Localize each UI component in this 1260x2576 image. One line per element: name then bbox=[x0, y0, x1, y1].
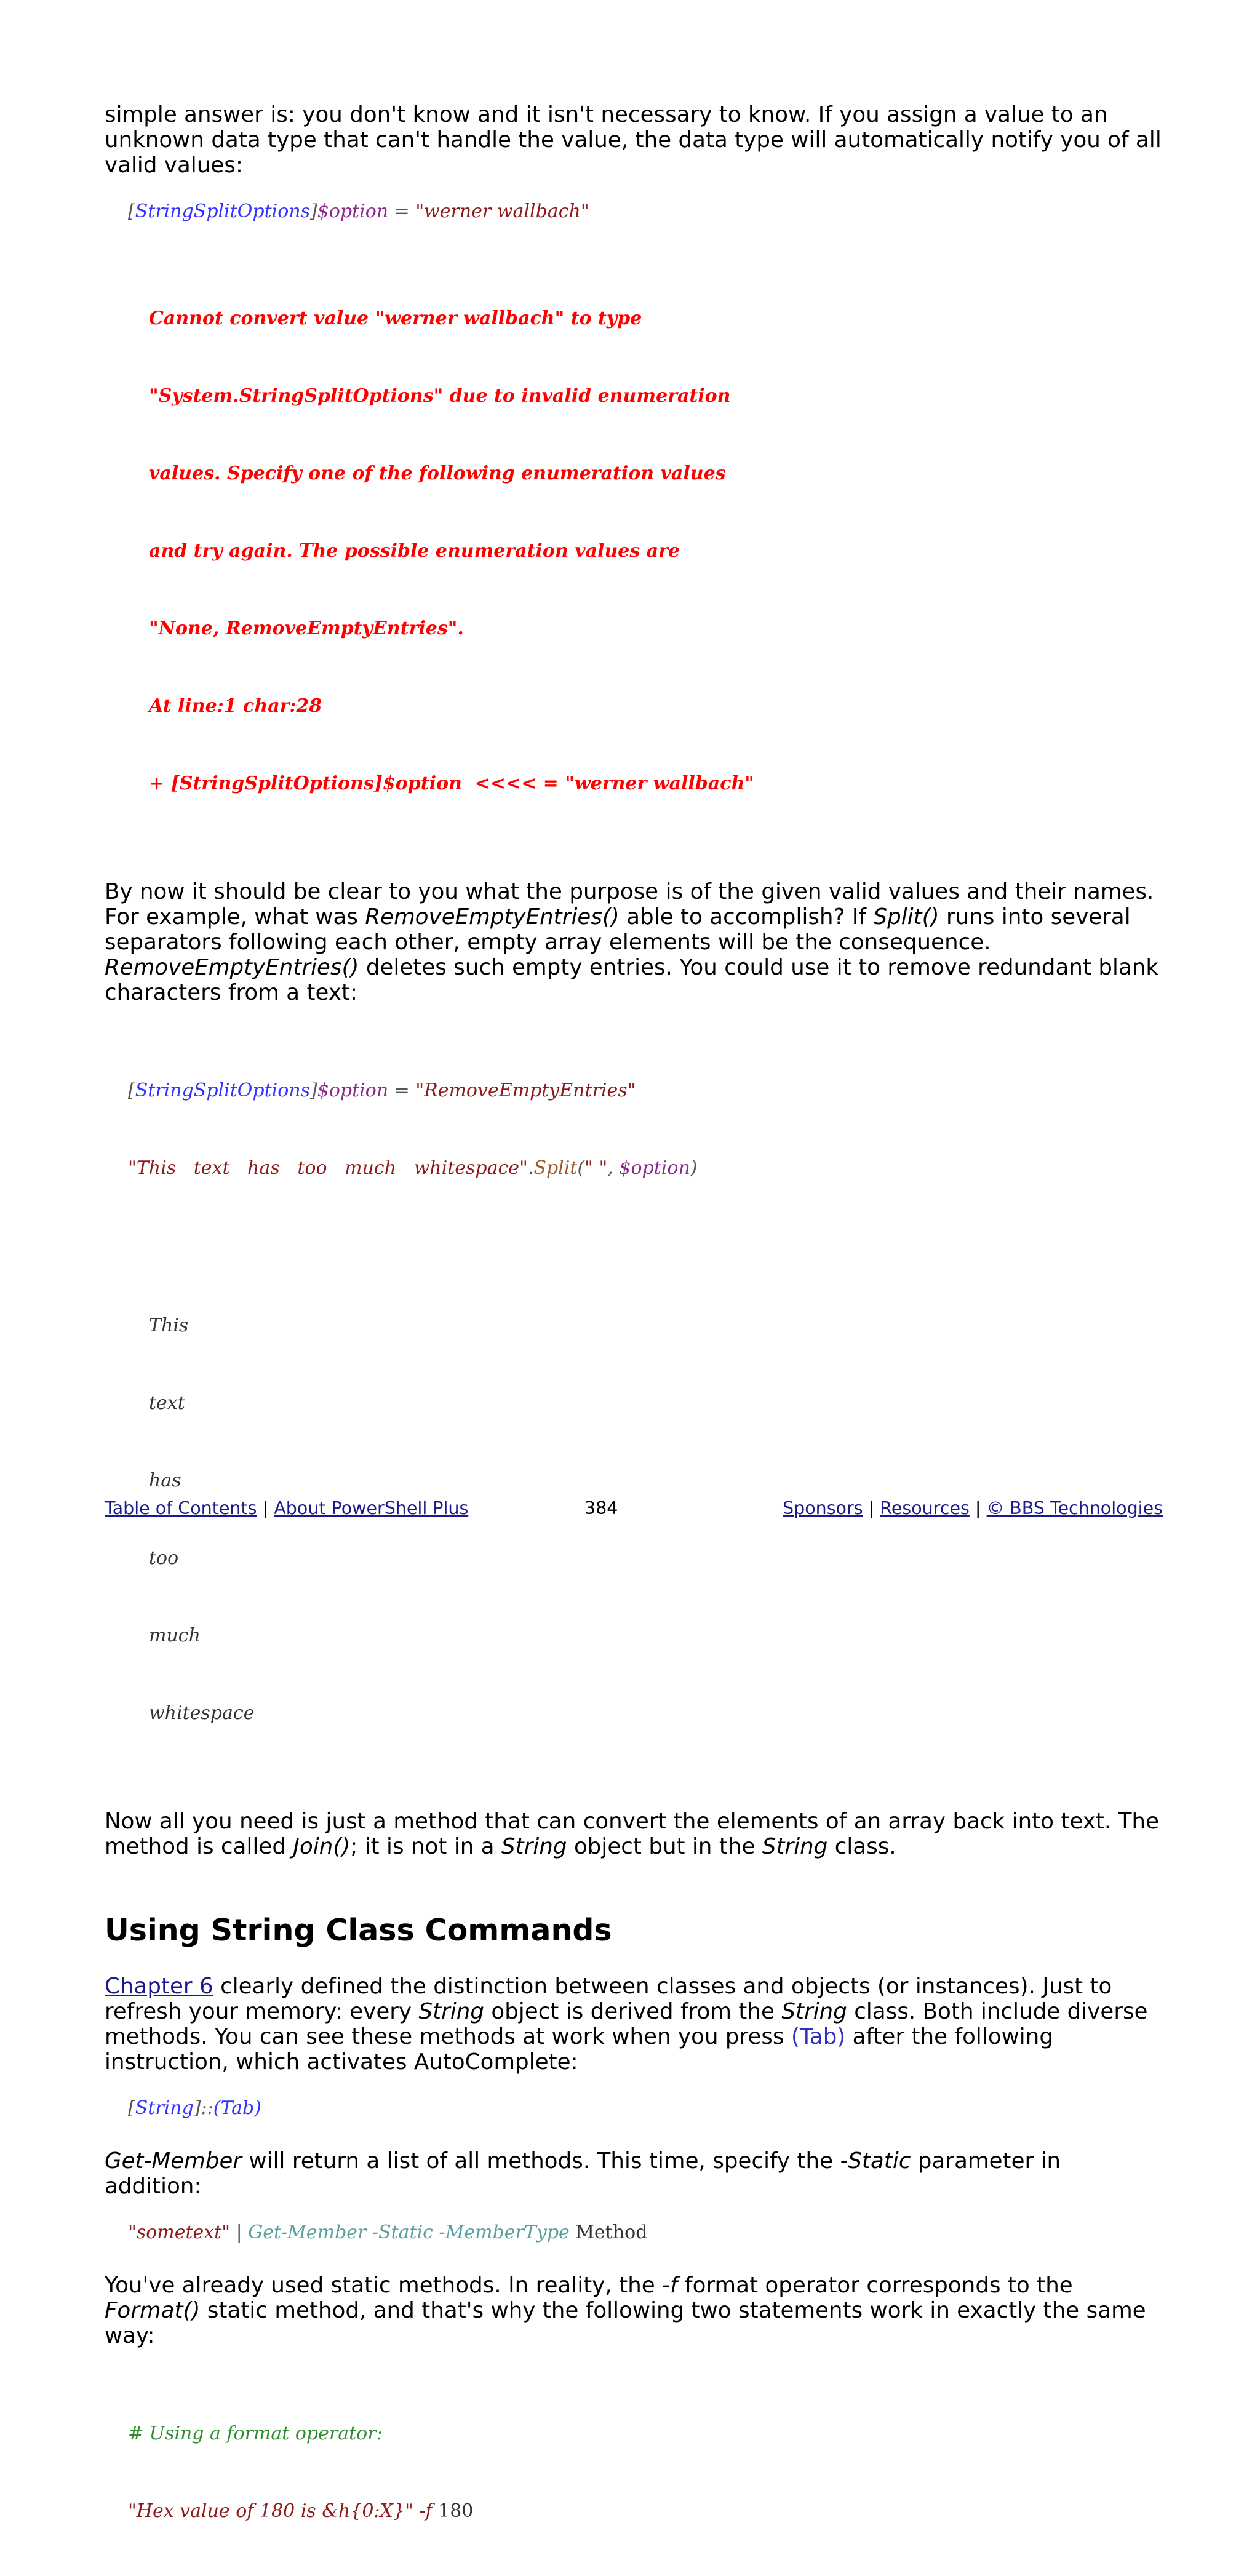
code-token: " " bbox=[584, 1157, 608, 1179]
error-line: "None, RemoveEmptyEntries". bbox=[149, 618, 464, 639]
code-token: StringSplitOptions bbox=[135, 201, 311, 222]
text-run-italic: Get-Member bbox=[105, 2148, 242, 2174]
code-token: ] bbox=[193, 2097, 201, 2119]
text-run-italic: Join() bbox=[293, 1834, 351, 1859]
footer-separator: | bbox=[863, 1498, 880, 1518]
code-token: | bbox=[230, 2222, 249, 2243]
text-run-italic: RemoveEmptyEntries() bbox=[105, 955, 359, 980]
footer-right-links bbox=[783, 1496, 1163, 1521]
text-run-italic: String bbox=[501, 1834, 567, 1859]
code-token: "Hex value of 180 is &h{0:X}" bbox=[128, 2500, 413, 2522]
footer-separator: | bbox=[257, 1498, 274, 1518]
output-line: has bbox=[149, 1470, 181, 1491]
code-token: (Tab) bbox=[213, 2097, 261, 2119]
text-run-italic: -f bbox=[662, 2273, 678, 2298]
code-token: :: bbox=[201, 2097, 213, 2119]
text-run: after the following instruction, which activates AutoComplete: bbox=[105, 2024, 1053, 2075]
paragraph-classes-objects bbox=[105, 1974, 1163, 2075]
text-run-italic: String bbox=[418, 1999, 485, 2024]
code-token: $option bbox=[619, 1157, 690, 1179]
text-run-italic: -Static bbox=[840, 2148, 911, 2174]
text-run: You've already used static methods. In reality, the bbox=[105, 2273, 663, 2298]
code-token: "This text has too much whitespace" bbox=[128, 1157, 528, 1179]
text-run: By now it should be clear to you what the purpose is of the given valid values and their names. For example, what was bbox=[105, 879, 1154, 930]
error-line: values. Specify one of the following enumeration values bbox=[149, 463, 726, 484]
code-token: ) bbox=[690, 1157, 698, 1179]
code-line bbox=[128, 2498, 1163, 2524]
output-line: This bbox=[149, 1315, 189, 1336]
code-token: Split bbox=[533, 1157, 578, 1179]
footer-left-links bbox=[105, 1496, 468, 1521]
code-line bbox=[128, 1078, 1163, 1104]
output-line: whitespace bbox=[149, 1702, 255, 1724]
text-run: deletes such empty entries. You could use it to remove redundant blank characters from a text: bbox=[105, 955, 1159, 1005]
code-token: $option bbox=[317, 201, 389, 222]
code-block-string-tab bbox=[128, 2095, 1163, 2121]
paragraph-static-methods bbox=[105, 2273, 1163, 2348]
text-run-italic: Format() bbox=[105, 2298, 201, 2323]
code-token: -f bbox=[413, 2500, 433, 2522]
text-run-italic: String bbox=[762, 1834, 828, 1859]
code-token: = bbox=[388, 201, 416, 222]
page-number: 384 bbox=[584, 1498, 618, 1518]
text-run-italic: Split() bbox=[873, 904, 939, 930]
paragraph-remove-empty-entries bbox=[105, 879, 1163, 1005]
code-token: ( bbox=[577, 1157, 585, 1179]
code-block-format bbox=[128, 2369, 1163, 2576]
code-token: Get-Member -Static -MemberType bbox=[248, 2222, 570, 2243]
error-line: At line:1 char:28 bbox=[149, 695, 322, 717]
code-block-split bbox=[128, 1026, 1163, 1233]
text-run: clearly defined the distinction between classes and objects (or instances). Just to refresh your memory: every bbox=[105, 1974, 1112, 2024]
code-comment-line: # Using a format operator: bbox=[128, 2423, 383, 2444]
code-token: = bbox=[388, 1080, 416, 1101]
error-line: Cannot convert value "werner wallbach" to type bbox=[149, 308, 642, 329]
table-of-contents-link[interactable]: Table of Contents bbox=[105, 1498, 257, 1518]
code-line bbox=[128, 1155, 1163, 1181]
code-token: [ bbox=[128, 1080, 135, 1101]
paragraph-intro: simple answer is: you don't know and it isn't necessary to know. If you assign a value to an unknown data type that can't handle the value, the data type will automatically notify you of all valid values: bbox=[105, 102, 1162, 178]
code-token: ] bbox=[310, 201, 317, 222]
text-run: Now all you need is just a method that can convert the elements of an array back into text. The method is called bbox=[105, 1809, 1160, 1859]
text-run: object is derived from the bbox=[484, 1999, 782, 2024]
sponsors-link[interactable]: Sponsors bbox=[783, 1498, 863, 1518]
code-token: StringSplitOptions bbox=[135, 1080, 311, 1101]
code-token: Method bbox=[569, 2222, 648, 2243]
text-run: parameter in addition: bbox=[105, 2148, 1061, 2199]
code-token: 180 bbox=[432, 2500, 474, 2522]
page-content bbox=[105, 102, 1163, 2576]
output-line: much bbox=[149, 1625, 201, 1646]
bbs-technologies-link[interactable]: © BBS Technologies bbox=[986, 1498, 1163, 1518]
code-token: String bbox=[135, 2097, 194, 2119]
text-run: ; it is not in a bbox=[350, 1834, 502, 1859]
text-run: able to accomplish? If bbox=[619, 904, 874, 930]
code-token: ] bbox=[310, 1080, 317, 1101]
error-line: and try again. The possible enumeration values are bbox=[149, 540, 680, 562]
resources-link[interactable]: Resources bbox=[880, 1498, 970, 1518]
error-output-block bbox=[149, 254, 1163, 848]
text-run: runs into several separators following each other, empty array elements will be the consequence. bbox=[105, 904, 1131, 955]
code-token: "sometext" bbox=[128, 2222, 231, 2243]
code-token: . bbox=[527, 1157, 534, 1179]
text-run: format operator corresponds to the bbox=[677, 2273, 1073, 2298]
code-token: "RemoveEmptyEntries" bbox=[415, 1080, 636, 1101]
text-run: class. bbox=[827, 1834, 896, 1859]
text-run: static method, and that's why the following two statements work in exactly the same way: bbox=[105, 2298, 1146, 2348]
code-block-get-member bbox=[128, 2220, 1163, 2246]
chapter-6-link[interactable]: Chapter 6 bbox=[105, 1974, 213, 1999]
code-token: $option bbox=[317, 1080, 389, 1101]
code-block-assign-invalid bbox=[128, 199, 1163, 225]
code-token: [ bbox=[128, 2097, 135, 2119]
footer-separator: | bbox=[969, 1498, 987, 1518]
text-run: class. Both include diverse methods. You can see these methods at work when you press bbox=[105, 1999, 1148, 2049]
paragraph-get-member bbox=[105, 2148, 1163, 2199]
page-footer bbox=[105, 1496, 1163, 1521]
text-run: object but in the bbox=[567, 1834, 762, 1859]
output-line: text bbox=[149, 1392, 185, 1414]
code-token: [ bbox=[128, 201, 135, 222]
code-token: , bbox=[607, 1157, 620, 1179]
section-heading: Using String Class Commands bbox=[105, 1913, 612, 1948]
about-powershell-plus-link[interactable]: About PowerShell Plus bbox=[274, 1498, 469, 1518]
tab-key-label: (Tab) bbox=[791, 2024, 846, 2049]
output-line: too bbox=[149, 1547, 179, 1569]
error-line: "System.StringSplitOptions" due to invalid enumeration bbox=[149, 385, 731, 407]
paragraph-join bbox=[105, 1809, 1163, 1859]
code-token: "werner wallbach" bbox=[415, 201, 589, 222]
text-run: will return a list of all methods. This time, specify the bbox=[242, 2148, 840, 2174]
text-run-italic: String bbox=[781, 1999, 847, 2024]
error-line: + [StringSplitOptions]$option <<<< = "werner wallbach" bbox=[149, 773, 754, 794]
text-run-italic: RemoveEmptyEntries() bbox=[365, 904, 620, 930]
